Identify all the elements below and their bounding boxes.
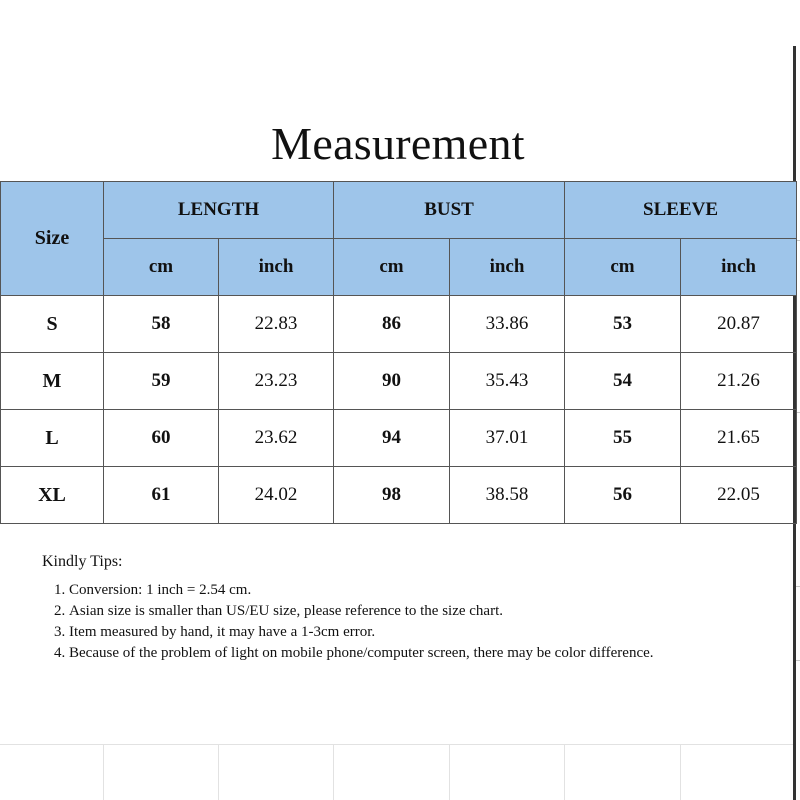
sleeve-inch-cell: 20.87: [681, 296, 797, 353]
bust-cm-cell: 94: [334, 410, 450, 467]
size-cell: S: [1, 296, 104, 353]
table-row: [1, 353, 797, 410]
length-inch-cell: 24.02: [219, 467, 334, 524]
table-row: [1, 467, 797, 524]
table-unit-row: [1, 239, 797, 296]
tip-item: 2. Asian size is smaller than US/EU size, please reference to the size chart.: [69, 601, 692, 622]
length-cm-cell: 59: [104, 353, 219, 410]
spreadsheet-gridline: [564, 744, 565, 800]
size-chart-table: [0, 181, 797, 524]
tips-list: [42, 580, 692, 664]
unit-header-inch: inch: [681, 239, 797, 296]
sleeve-inch-cell: 22.05: [681, 467, 797, 524]
page-title: Measurement: [271, 117, 525, 169]
spreadsheet-gridline: [449, 744, 450, 800]
tip-item: 1. Conversion: 1 inch = 2.54 cm.: [69, 580, 692, 601]
length-inch-cell: 22.83: [219, 296, 334, 353]
sleeve-group-header: SLEEVE: [565, 182, 797, 239]
sleeve-cm-cell: 53: [565, 296, 681, 353]
table-row: [1, 410, 797, 467]
bust-inch-cell: 37.01: [450, 410, 565, 467]
size-cell: XL: [1, 467, 104, 524]
bust-cm-cell: 98: [334, 467, 450, 524]
bust-cm-cell: 86: [334, 296, 450, 353]
sleeve-inch-cell: 21.26: [681, 353, 797, 410]
unit-header-cm: cm: [104, 239, 219, 296]
size-cell: L: [1, 410, 104, 467]
bust-inch-cell: 35.43: [450, 353, 565, 410]
tips-heading: Kindly Tips:: [42, 553, 123, 570]
bust-group-header: BUST: [334, 182, 565, 239]
length-cm-cell: 61: [104, 467, 219, 524]
length-cm-cell: 60: [104, 410, 219, 467]
sleeve-cm-cell: 56: [565, 467, 681, 524]
gridline: [796, 660, 800, 661]
length-inch-cell: 23.62: [219, 410, 334, 467]
size-cell: M: [1, 353, 104, 410]
size-column-header: Size: [1, 182, 104, 296]
unit-header-cm: cm: [334, 239, 450, 296]
gridline: [796, 586, 800, 587]
spreadsheet-gridline: [218, 744, 219, 800]
spreadsheet-gridline: [103, 744, 104, 800]
bust-inch-cell: 38.58: [450, 467, 565, 524]
unit-header-inch: inch: [219, 239, 334, 296]
table-row: [1, 296, 797, 353]
length-group-header: LENGTH: [104, 182, 334, 239]
unit-header-cm: cm: [565, 239, 681, 296]
length-cm-cell: 58: [104, 296, 219, 353]
spreadsheet-gridline: [0, 744, 793, 745]
sleeve-inch-cell: 21.65: [681, 410, 797, 467]
length-inch-cell: 23.23: [219, 353, 334, 410]
unit-header-inch: inch: [450, 239, 565, 296]
table-header-row: [1, 182, 797, 239]
sleeve-cm-cell: 55: [565, 410, 681, 467]
tip-item: 3. Item measured by hand, it may have a 1-3cm error.: [69, 622, 692, 643]
kindly-tips: [42, 551, 692, 664]
tip-item: 4. Because of the problem of light on mobile phone/computer screen, there may be color difference.: [69, 643, 692, 664]
spreadsheet-gridline: [680, 744, 681, 800]
bust-cm-cell: 90: [334, 353, 450, 410]
sleeve-cm-cell: 54: [565, 353, 681, 410]
bust-inch-cell: 33.86: [450, 296, 565, 353]
spreadsheet-gridline: [333, 744, 334, 800]
